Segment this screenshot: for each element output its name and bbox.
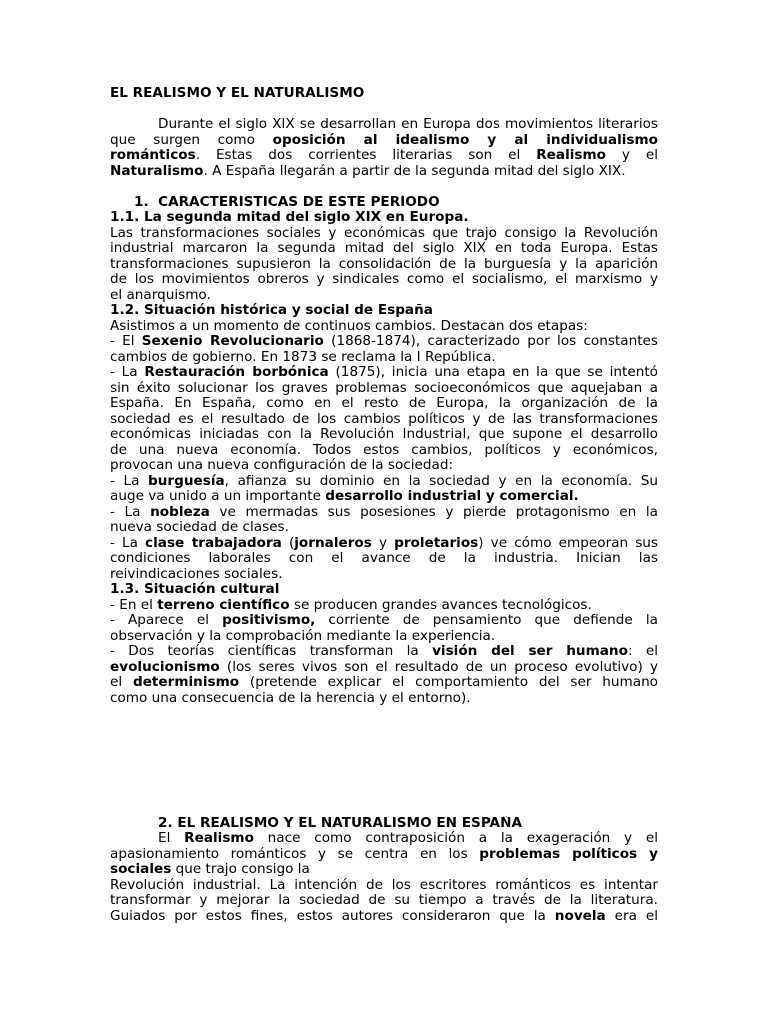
cientifico-line: - En el terreno científico se producen grandes avances tecnológicos. [110, 598, 592, 613]
sexenio-line-1: - El Sexenio Revolucionario (1868-1874), caracterizado por los constantes [110, 334, 658, 349]
paragraph-1-1-line: de los movimientos obreros y sindicales como el socialismo, el marxismo y [110, 272, 658, 287]
restauracion-line: económicas iniciadas con la Revolución Industrial, que supone el desarrollo [110, 427, 658, 442]
restauracion-line-1: - La Restauración borbónica (1875), inicia una etapa en la que se intentó [110, 365, 658, 380]
paragraph-1-1-line: Las transformaciones sociales y económicas que trajo consigo la Revolución [110, 226, 658, 241]
section-2-line-2: apasionamiento románticos y se centra en los problemas políticos y [110, 847, 658, 862]
subheading-1-2: 1.2. Situación histórica y social de España [110, 303, 433, 318]
positivismo-line-2: observación y la comprobación mediante la experiencia. [110, 629, 496, 644]
teorias-line-3: el determinismo (pretende explicar el comportamiento del ser humano [110, 675, 658, 690]
section-1-heading [134, 195, 658, 211]
clase-line-1: - La clase trabajadora (jornaleros y proletarios) ve cómo empeoran sus [110, 536, 658, 551]
intro-line-2: que surgen como oposición al idealismo y al individualismo [110, 133, 658, 148]
intro-line-1: Durante el siglo XIX se desarrollan en Europa dos movimientos literarios [158, 117, 658, 132]
intro-line-3: románticos. Estas dos corrientes literarias son el Realismo y el [110, 148, 658, 163]
subheading-1-1: 1.1. La segunda mitad del siglo XIX en Europa. [110, 210, 469, 225]
paragraph-1-1-line: industrial marcaron la segunda mitad del siglo XIX en toda Europa. Estas [110, 241, 658, 256]
subheading-1-3: 1.3. Situación cultural [110, 582, 280, 597]
document-title: EL REALISMO Y EL NATURALISMO [110, 86, 365, 101]
paragraph-1-1-line: el anarquismo. [110, 288, 211, 303]
clase-line-2: condiciones laborales con el avance de la industria. Inician las [110, 551, 658, 566]
section-2-line-5: transformar y mejorar la sociedad de su tiempo a través de la literatura. [110, 893, 658, 908]
nobleza-line-2: nueva sociedad de clases. [110, 520, 289, 535]
nobleza-line-1: - La nobleza ve mermadas sus posesiones y pierde protagonismo en la [110, 505, 658, 520]
paragraph-1-2-intro: Asistimos a un momento de continuos cambios. Destacan dos etapas: [110, 319, 588, 334]
section-2-line-6: Guiados por estos fines, estos autores consideraron que la novela era el [110, 909, 658, 924]
clase-line-3: reivindicaciones sociales. [110, 567, 283, 582]
burguesia-line-2: auge va unido a un importante desarrollo industrial y comercial. [110, 489, 579, 504]
teorias-line-2: evolucionismo (los seres vivos son el resultado de un proceso evolutivo) y [110, 660, 658, 675]
section-2-heading: 2. EL REALISMO Y EL NATURALISMO EN ESPAÑA [158, 816, 522, 831]
teorias-line-1: - Dos teorías científicas transforman la visión del ser humano: el [110, 644, 658, 659]
sexenio-line-2: cambios de gobierno. En 1873 se reclama la I República. [110, 350, 496, 365]
restauracion-line: sin éxito solucionar los graves problemas socioeconómicos que aquejaban a [110, 381, 658, 396]
paragraph-1-1-line: transformaciones supusieron la consolidación de la burguesía y la aparición [110, 257, 658, 272]
burguesia-line-1: - La burguesía, afianza su dominio en la sociedad y en la economía. Su [110, 474, 658, 489]
section-1-number: 1. [134, 195, 149, 210]
section-2-line-3: sociales que trajo consigo la [110, 862, 310, 877]
section-1-title: CARACTERÍSTICAS DE ESTE PERÍODO [158, 195, 440, 210]
section-2-line-4: Revolución industrial. La intención de los escritores románticos es intentar [110, 878, 658, 893]
restauracion-line: provocan una nueva configuración de la sociedad: [110, 458, 454, 473]
restauracion-line: España. En España, como en el resto de Europa, la organización de la [110, 396, 658, 411]
section-2-line-1: El Realismo nace como contraposición a la exageración y el [158, 831, 658, 846]
restauracion-line: de una nueva economía. Todos estos cambios, políticos y económicos, [110, 443, 658, 458]
intro-line-4: Naturalismo. A España llegarán a partir de la segunda mitad del siglo XIX. [110, 164, 626, 179]
restauracion-line: sociedad es el resultado de los cambios políticos y de las transformaciones [110, 412, 658, 427]
teorias-line-4: como una consecuencia de la herencia y el entorno). [110, 691, 471, 706]
positivismo-line-1: - Aparece el positivismo, corriente de pensamiento que defiende la [110, 613, 658, 628]
